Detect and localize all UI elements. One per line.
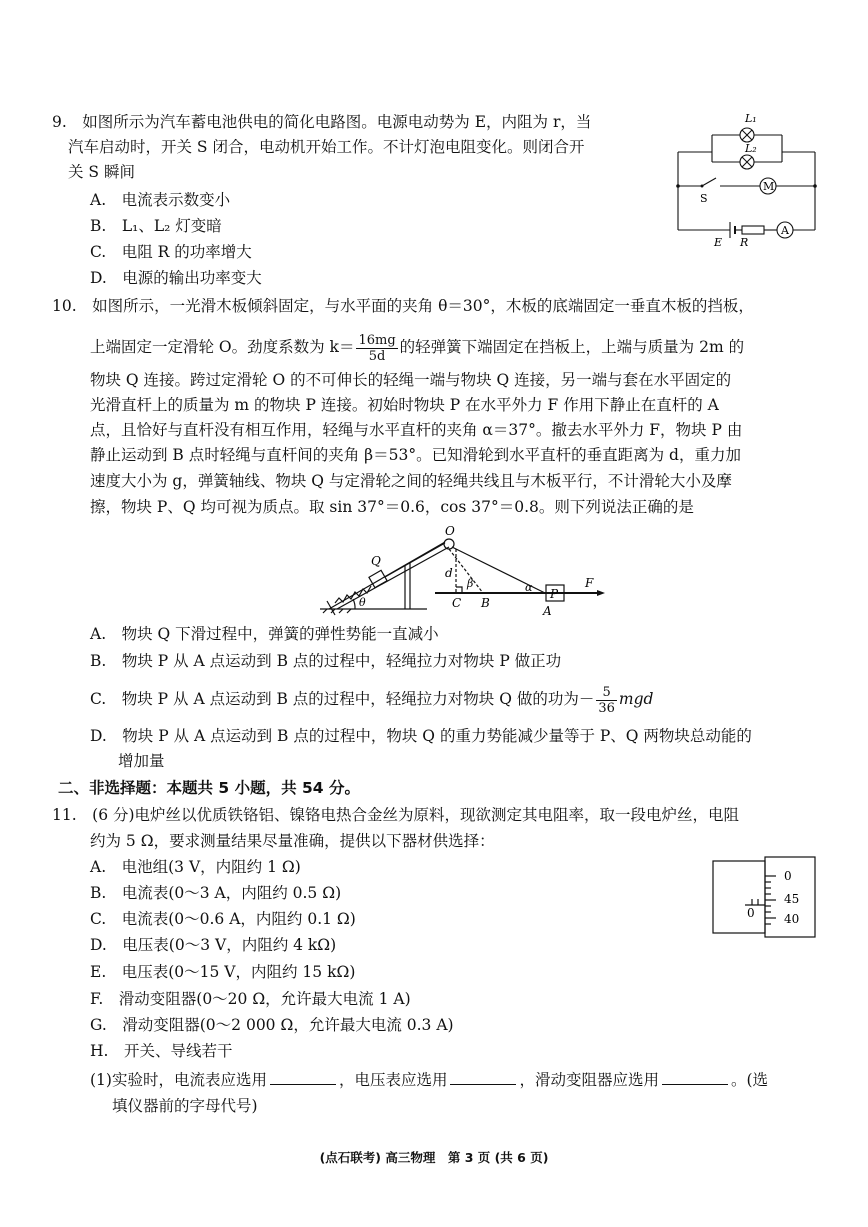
q11-item-d: D. 电压表(0～3 V，内阻约 4 kΩ) (90, 936, 337, 954)
switch-label: S (700, 192, 708, 205)
thimble-tick-45: 45 (784, 892, 800, 906)
label-L1: L₁ (745, 112, 757, 125)
q11-line2: 约为 5 Ω，要求测量结果尽量准确，提供以下器材供选择： (90, 832, 495, 850)
pulley-label-O: O (445, 525, 455, 538)
q9-option-a: A. 电流表示数变小 (90, 191, 231, 209)
work-denominator: 36 (598, 700, 615, 716)
k-denominator: 5d (368, 348, 386, 364)
sub1-text-b: ，电压表应选用 (338, 1071, 448, 1089)
q9-line1: 9. 如图所示为汽车蓄电池供电的简化电路图。电源电动势为 E，内阻为 r，当 (52, 113, 592, 131)
q10-option-c-pre: C. 物块 P 从 A 点运动到 B 点的过程中，轻绳拉力对物块 Q 做的功为－ (90, 690, 595, 708)
q10-option-d-line2: 增加量 (118, 752, 165, 770)
q11-subquestion-1-line2: 填仪器前的字母代号) (112, 1097, 258, 1115)
q11-item-h: H. 开关、导线若干 (90, 1042, 233, 1060)
block-label-P: P (550, 587, 559, 601)
ammeter-label: A (781, 224, 789, 237)
thimble-tick-40: 40 (784, 912, 800, 926)
point-label-A: A (543, 604, 552, 618)
q10-line5: 点，且恰好与直杆没有相互作用，轻绳与水平直杆的夹角 α＝37°。撤去水平外力 F，物块 P 由 (90, 421, 743, 439)
q11-item-a: A. 电池组(3 V，内阻约 1 Ω) (90, 858, 301, 876)
q10-line4: 光滑直杆上的质量为 m 的物块 P 连接。初始时物块 P 在水平外力 F 作用下静止在直杆的 A (90, 396, 719, 414)
q10-line3: 物块 Q 连接。跨过定滑轮 O 的不可伸长的轻绳一端与物块 Q 连接，另一端与套在水平固定的 (90, 371, 732, 389)
emf-label: E (714, 236, 723, 248)
q11-item-e: E. 电压表(0～15 V，内阻约 15 kΩ) (90, 963, 356, 981)
point-label-C: C (452, 596, 462, 610)
section-heading: 二、非选择题：本题共 5 小题，共 54 分。 (58, 779, 360, 797)
page-footer: (点石联考) 高三物理 第 3 页 (共 6 页) (319, 1150, 549, 1165)
answer-blank-ammeter[interactable] (270, 1070, 336, 1085)
thimble-tick-0: 0 (784, 869, 792, 883)
q10-option-a: A. 物块 Q 下滑过程中，弹簧的弹性势能一直减小 (90, 625, 439, 643)
q10-line2-post: 的轻弹簧下端固定在挡板上，上端与质量为 2m 的 (399, 338, 745, 356)
q10-option-c-post: mgd (618, 690, 654, 708)
label-L2: L₂ (745, 142, 757, 155)
q10-option-c (90, 680, 653, 718)
q10-option-b: B. 物块 P 从 A 点运动到 B 点的过程中，轻绳拉力对物块 P 做正功 (90, 652, 562, 670)
q10-line8: 擦，物块 P、Q 均可视为质点。取 sin 37°＝0.6，cos 37°＝0.8。则下列说法正确的是 (90, 498, 694, 516)
q10-option-d-line1: D. 物块 P 从 A 点运动到 B 点的过程中，物块 Q 的重力势能减少量等于 P、Q 两物块总动能的 (90, 727, 752, 745)
q9-option-b: B. L₁、L₂ 灯变暗 (90, 217, 222, 235)
point-label-B: B (481, 596, 490, 610)
q10-line1: 10. 如图所示，一光滑木板倾斜固定，与水平面的夹角 θ＝30°，木板的底端固定一垂直木板的挡板， (52, 297, 754, 315)
q11-subquestion-1 (90, 1070, 768, 1090)
sleeve-tick-0: 0 (747, 906, 755, 920)
q10-line6: 静止运动到 B 点时轻绳与直杆间的夹角 β＝53°。已知滑轮到水平直杆的垂直距离为 d，重力加 (90, 446, 741, 464)
force-label-F: F (585, 576, 594, 590)
micrometer-reading-figure (710, 855, 820, 940)
q10-line2 (90, 330, 744, 364)
resistor-label: R (740, 236, 749, 248)
q9-option-d: D. 电源的输出功率变大 (90, 269, 262, 287)
angle-label-theta: θ (359, 596, 366, 609)
q9-line3: 关 S 瞬间 (68, 163, 135, 181)
work-fraction (596, 685, 617, 716)
sub1-text-d: 。(选 (731, 1071, 769, 1089)
q11-item-b: B. 电流表(0～3 A，内阻约 0.5 Ω) (90, 884, 342, 902)
q11-line1: 11. (6 分)电炉丝以优质铁铬铝、镍铬电热合金丝为原料，现欲测定其电阻率，取一段电炉丝，电阻 (52, 806, 740, 824)
q9-option-c: C. 电阻 R 的功率增大 (90, 243, 252, 261)
q9-line2: 汽车启动时，开关 S 闭合，电动机开始工作。不计灯泡电阻变化。则闭合开 (68, 138, 585, 156)
q10-incline-figure (315, 525, 615, 620)
motor-label: M (763, 180, 775, 193)
angle-label-beta: β (467, 577, 474, 590)
sub1-text-c: ，滑动变阻器应选用 (519, 1071, 659, 1089)
q10-line2-pre: 上端固定一定滑轮 O。劲度系数为 k＝ (90, 338, 355, 356)
k-numerator: 16mg (358, 332, 396, 348)
q10-line7: 速度大小为 g，弹簧轴线、物块 Q 与定滑轮之间的轻绳共线且与木板平行，不计滑轮大小及摩 (90, 472, 732, 490)
sub1-text-a: (1)实验时，电流表应选用 (90, 1071, 267, 1089)
angle-label-alpha: α (525, 581, 533, 594)
q11-item-f: F. 滑动变阻器(0～20 Ω，允许最大电流 1 A) (90, 990, 411, 1008)
q11-item-c: C. 电流表(0～0.6 A，内阻约 0.1 Ω) (90, 910, 356, 928)
distance-label-d: d (445, 566, 453, 580)
k-fraction (356, 333, 397, 364)
work-numerator: 5 (596, 685, 617, 701)
q9-circuit-diagram (672, 108, 832, 248)
answer-blank-voltmeter[interactable] (450, 1070, 516, 1085)
block-label-Q: Q (371, 554, 381, 568)
answer-blank-rheostat[interactable] (662, 1070, 728, 1085)
q11-item-g: G. 滑动变阻器(0～2 000 Ω，允许最大电流 0.3 A) (90, 1016, 454, 1034)
